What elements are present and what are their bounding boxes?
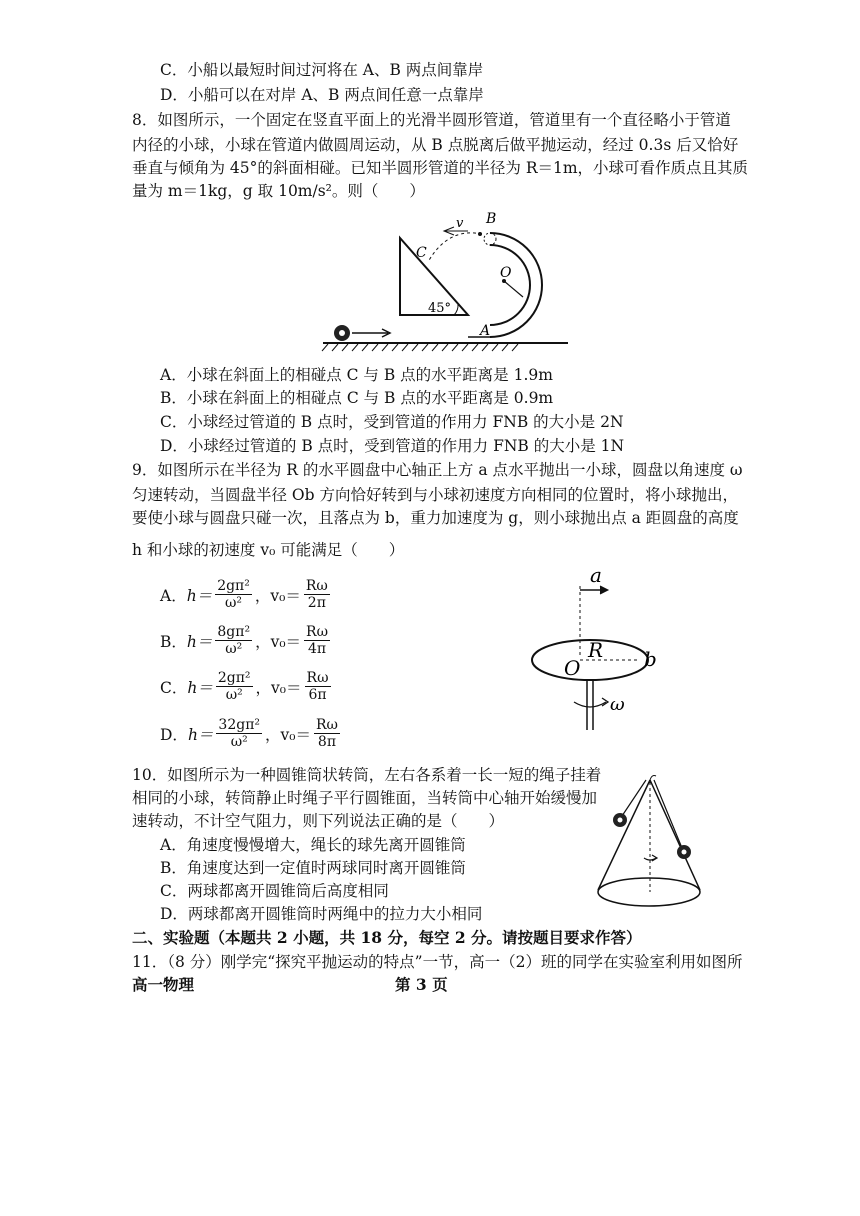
q10-option-c: C．两球都离开圆锥筒后高度相同 [160,882,389,900]
q8-option-d: D．小球经过管道的 B 点时，受到管道的作用力 FNB 的大小是 1N [160,437,625,455]
q10-option-b: B．角速度达到一定值时两球同时离开圆锥筒 [160,859,466,877]
prev-option-d: D．小船可以在对岸 A、B 两点间任意一点靠岸 [160,86,484,104]
q10-line2: 相同的小球，转筒静止时绳子平行圆锥面，当转筒中心轴开始缓慢加 [132,789,598,807]
ground-hatch [322,344,518,351]
q10-line1: 10．如图所示为一种圆锥筒状转筒，左右各系着一长一短的绳子挂着 [132,766,602,784]
q9-line4: h 和小球的初速度 v₀ 可能满足（ ） [132,541,405,559]
q8-line1: 8．如图所示，一个固定在竖直平面上的光滑半圆形管道，管道里有一个直径略小于管道 [132,111,731,129]
q11-line1: 11．（8 分）刚学完“探究平抛运动的特点”一节，高一（2）班的同学在实验室利用如图所 [132,953,743,971]
footer-page: 第 3 页 [395,975,448,994]
label-omega: ω [610,694,625,715]
label-v: v [456,216,464,231]
label-c: C [416,245,427,261]
q8-figure [318,205,618,355]
pipe-inner [490,245,530,325]
pipe-outer [490,233,542,337]
cone-base [598,878,700,906]
q9-option-b: B． h＝ $\frac{\text{8gπ²}}{\text{ω²}}$ ，v₀＝ $\frac{R\omega}{4\pi}$ [160,624,329,657]
label-a: A [480,323,491,339]
q10-option-a: A．角速度慢慢增大，绳长的球先离开圆锥筒 [160,836,466,854]
q8-option-a: A．小球在斜面上的相碰点 C 与 B 点的水平距离是 1.9m [160,366,553,384]
label-b: B [486,211,497,227]
q10-figure [590,770,720,920]
q8-option-b: B．小球在斜面上的相碰点 C 与 B 点的水平距离是 0.9m [160,389,554,407]
label-b: b [644,647,657,671]
section-2-heading: 二、实验题（本题共 2 小题，共 18 分，每空 2 分。请按题目要求作答） [132,928,642,947]
prev-option-c: C．小船以最短时间过河将在 A、B 两点间靠岸 [160,61,484,79]
q9-option-d: D． h＝ $\frac{\text{32gπ²}}{\text{ω²}}$ ，v₀＝ $\frac{R\omega}{8\pi}$ [160,717,338,750]
q8-line2: 内径的小球，小球在管道内做圆周运动，从 B 点脱离后做平抛运动，经过 0.3s 后又恰好 [132,136,739,154]
ball-at-b [484,233,496,245]
q9-line1: 9．如图所示在半径为 R 的水平圆盘中心轴正上方 a 点水平抛出一小球，圆盘以角速度 ω [132,461,743,479]
q9-line2: 匀速转动，当圆盘半径 Ob 方向恰好转到与小球初速度方向相同的位置时，将小球抛出， [132,486,738,504]
q9-figure [520,560,690,735]
q8-line4: 量为 m＝1kg，g 取 10m/s²。则（ ） [132,182,425,200]
string-long [654,780,682,848]
q10-line3: 速转动，不计空气阻力，则下列说法正确的是（ ） [132,812,505,830]
trajectory [428,233,482,262]
label-a: a [590,563,602,587]
angle-label: 45° [428,301,452,316]
q8-line3: 垂直与倾角为 45°的斜面相碰。已知半圆形管道的半径为 R＝1m，小球可看作质点且其质 [132,159,749,177]
q9-option-a: A． h＝ $\frac{\text{2gπ²}}{\text{ω²}}$ ，v₀＝ $\frac{R\omega}{2\pi}$ [160,578,328,611]
q10-option-d: D．两球都离开圆锥筒时两绳中的拉力大小相同 [160,905,483,923]
cone-left-edge [598,780,650,890]
rotation-arrow [574,702,606,707]
string-short [622,780,646,816]
q9-option-c: C． h＝ $\frac{\text{2gπ²}}{\text{ω²}}$ ，v₀＝ $\frac{R\omega}{6\pi}$ [160,670,329,703]
q8-option-c: C．小球经过管道的 B 点时，受到管道的作用力 FNB 的大小是 2N [160,413,624,431]
cone-right-edge [650,780,700,890]
label-o: O [564,656,581,680]
footer-subject: 高一物理 [132,975,195,994]
q9-line3: 要使小球与圆盘只碰一次，且落点为 b，重力加速度为 g，则小球抛出点 a 距圆盘的高度 [132,509,739,527]
label-o: O [500,265,512,281]
label-r: R [588,638,604,662]
